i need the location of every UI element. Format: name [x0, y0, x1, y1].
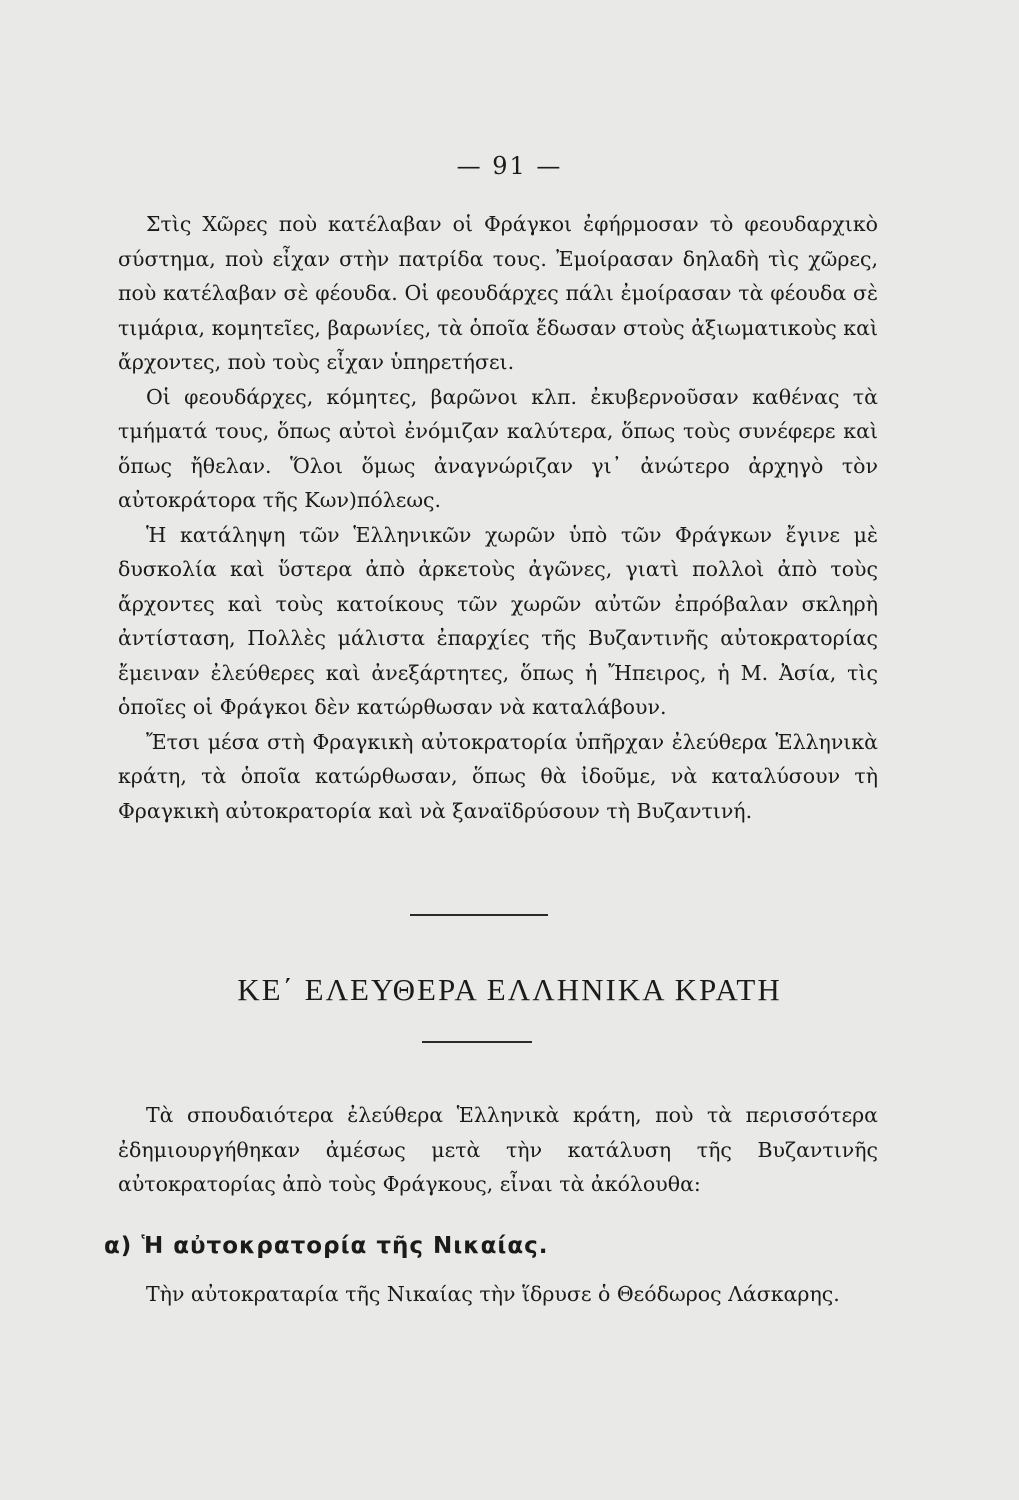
- page-number: — 91 —: [456, 152, 563, 180]
- section-heading: ΚΕ΄ ΕΛΕΥΘΕΡΑ ΕΛΛΗΝΙΚΑ ΚΡΑΤΗ: [237, 972, 782, 1007]
- paragraph: Ἔτσι μέσα στὴ Φραγκικὴ αὐτοκρατορία ὑπῆρχαν ἐλεύθερα Ἑλληνικὰ κράτη, τὰ ὁποῖα κατώρθωσαν, ὅπως θὰ ἰδοῦμε, νὰ καταλύσουν τὴ Φραγκικὴ αὐτοκρατορία καὶ νὰ ξαναϊδρύσουν τὴ Βυζαντινή.: [118, 729, 878, 823]
- paragraph: Ἡ κατάληψη τῶν Ἑλληνικῶν χωρῶν ὑπὸ τῶν Φράγκων ἔγινε μὲ δυσκολία καὶ ὕστερα ἀπὸ ἀρκετοὺς ἀγῶνες, γιατὶ πολλοὶ ἀπὸ τοὺς ἄρχοντες καὶ τοὺς κατοίκους τῶν χωρῶν αὐτῶν ἐπρόβαλαν σκληρὴ ἀντίσταση, Πολλὲς μάλιστα ἐπαρχίες τῆς Βυζαντινῆς αὐτοκρατορίας ἔμειναν ἐλεύθερες καὶ ἀνεξάρτητες, ὅπως ἡ Ἤπειρος, ἡ Μ. Ἀσία, τὶς ὁποῖες οἱ Φράγκοι δὲν κατώρθωσαν νὰ καταλάβουν.: [118, 522, 878, 719]
- paragraph: Οἱ φεουδάρχες, κόμητες, βαρῶνοι κλπ. ἐκυβερνοῦσαν καθένας τὰ τμήματά τους, ὅπως αὐτοὶ ἐνόμιζαν καλύτερα, ὅπως τοὺς συνέφερε καὶ ὅπως ἤθελαν. Ὅλοι ὅμως ἀναγνώριζαν γι᾿ ἀνώτερο ἀρχηγὸ τὸν αὐτοκράτορα τῆς Κων)πόλεως.: [118, 384, 878, 512]
- subsection-text: Τὴν αὐτοκραταρία τῆς Νικαίας τὴν ἵδρυσε ὁ Θεόδωρος Λάσκαρης.: [146, 1282, 840, 1306]
- section-intro: Τὰ σπουδαιότερα ἐλεύθερα Ἑλληνικὰ κράτη, ποὺ τὰ περισσότερα ἐδημιουργήθηκαν ἀμέσως μετὰ τὴν κατάλυση τῆς Βυζαντινῆς αὐτοκρατορίας ἀπὸ τοὺς Φράγκους, εἶναι τὰ ἀκόλουθα:: [118, 1103, 878, 1196]
- heading-underline: [422, 1041, 532, 1043]
- divider-rule: [410, 914, 548, 916]
- main-text: [118, 207, 878, 828]
- subsection-text-block: [118, 1277, 878, 1312]
- section-intro-block: [118, 1098, 878, 1202]
- subsection-heading: α) Ἡ αὐτοκρατορία τῆς Νικαίας.: [104, 1233, 549, 1259]
- paragraph: Στὶς Χῶρες ποὺ κατέλαβαν οἱ Φράγκοι ἐφήρμοσαν τὸ φεουδαρχικὸ σύστημα, ποὺ εἶχαν στὴν πατρίδα τους. Ἐμοίρασαν δηλαδὴ τὶς χῶρες, ποὺ κατέλαβαν σὲ φέουδα. Οἱ φεουδάρχες πάλι ἐμοίρασαν τὰ φέουδα σὲ τιμάρια, κομητεῖες, βαρωνίες, τὰ ὁποῖα ἔδωσαν στοὺς ἀξιωματικοὺς καὶ ἄρχοντες, ποὺ τοὺς εἶχαν ὑπηρετήσει.: [118, 212, 878, 374]
